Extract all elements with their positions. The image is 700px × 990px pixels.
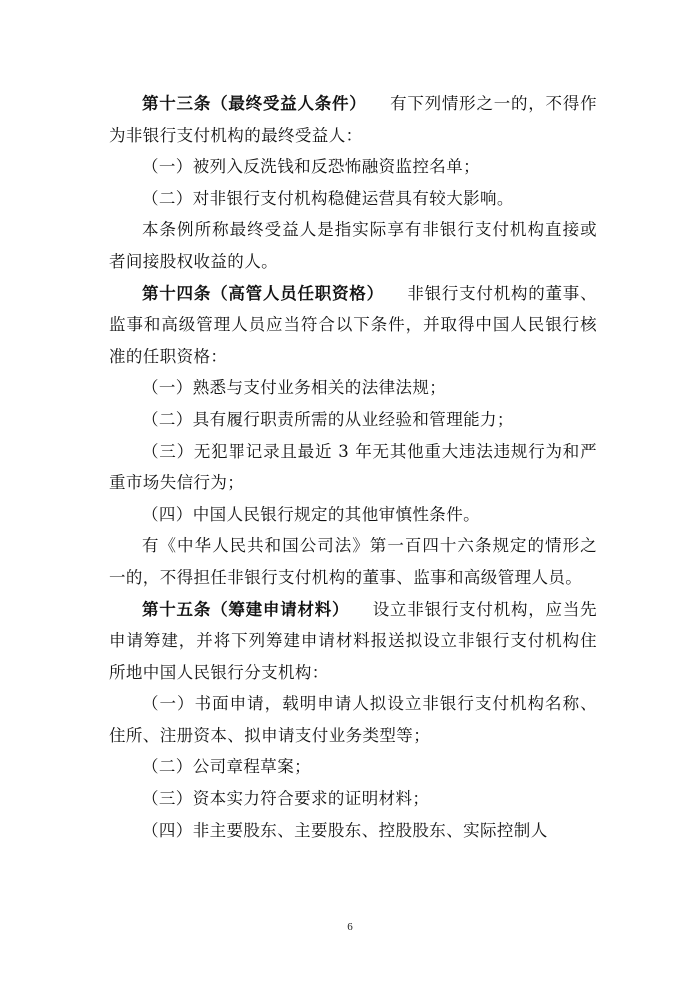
article-14-text: 非银行支付机构的董事、监事和高级管理人员应当符合以下条件，并取得中国人民银行核准的任职资格： bbox=[109, 283, 597, 366]
article-15-heading: 第十五条（筹建申请材料） bbox=[142, 599, 350, 619]
paragraph-text: （一）书面申请，载明申请人拟设立非银行支付机构名称、住所、注册资本、拟申请支付业务类型等； bbox=[109, 694, 597, 745]
paragraph-text: 有《中华人民共和国公司法》第一百四十六条规定的情形之一的，不得担任非银行支付机构的董事、监事和高级管理人员。 bbox=[109, 536, 597, 587]
paragraph-article-13-item-1 bbox=[109, 151, 597, 183]
paragraph-text: （二）具有履行职责所需的从业经验和管理能力； bbox=[142, 409, 514, 429]
paragraph-article-14-item-3 bbox=[109, 436, 597, 499]
paragraph-article-15-item-4 bbox=[109, 815, 597, 847]
paragraph-text: （三）资本实力符合要求的证明材料； bbox=[142, 789, 430, 809]
article-13-text: 有下列情形之一的，不得作为非银行支付机构的最终受益人： bbox=[109, 94, 597, 145]
paragraph-article-14-exclusion bbox=[109, 530, 597, 593]
article-15-text: 设立非银行支付机构，应当先申请筹建，并将下列筹建申请材料报送拟设立非银行支付机构住所地中国人民银行分支机构： bbox=[109, 599, 597, 682]
paragraph-text: （二）对非银行支付机构稳健运营具有较大影响。 bbox=[142, 188, 514, 208]
paragraph-article-15-item-3 bbox=[109, 783, 597, 815]
paragraph-text: 本条例所称最终受益人是指实际享有非银行支付机构直接或者间接股权收益的人。 bbox=[109, 220, 597, 271]
paragraph-text: （二）公司章程草案； bbox=[142, 757, 311, 777]
paragraph-text: （一）熟悉与支付业务相关的法律法规； bbox=[142, 378, 447, 398]
paragraph-article-13-definition bbox=[109, 214, 597, 277]
article-13-heading: 第十三条（最终受益人条件） bbox=[142, 94, 367, 113]
paragraph-text: （四）非主要股东、主要股东、控股股东、实际控制人 bbox=[142, 820, 548, 840]
document-body bbox=[109, 88, 597, 846]
paragraph-article-14-item-1 bbox=[109, 372, 597, 404]
paragraph-article-15 bbox=[109, 594, 597, 689]
paragraph-text: （三）无犯罪记录且最近 3 年无其他重大违法违规行为和严重市场失信行为； bbox=[109, 441, 597, 493]
paragraph-text: （四）中国人民银行规定的其他审慎性条件。 bbox=[142, 504, 480, 524]
paragraph-article-15-item-1 bbox=[109, 688, 597, 751]
paragraph-article-14-item-2 bbox=[109, 404, 597, 436]
paragraph-article-13 bbox=[109, 88, 597, 151]
paragraph-article-14-item-4 bbox=[109, 499, 597, 531]
paragraph-article-14 bbox=[109, 278, 597, 373]
paragraph-article-15-item-2 bbox=[109, 751, 597, 783]
paragraph-article-13-item-2 bbox=[109, 183, 597, 215]
article-14-heading: 第十四条（高管人员任职资格） bbox=[142, 283, 384, 303]
paragraph-text: （一）被列入反洗钱和反恐怖融资监控名单； bbox=[142, 157, 480, 177]
page-number: 6 bbox=[347, 921, 353, 933]
